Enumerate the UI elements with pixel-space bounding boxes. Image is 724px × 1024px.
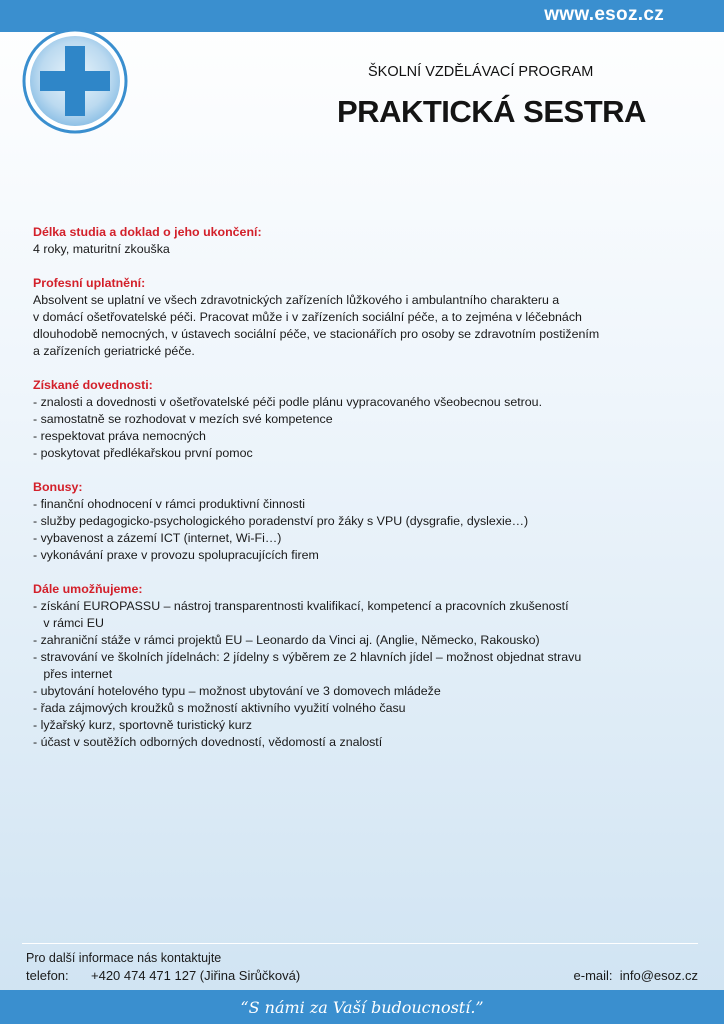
section-employment — [33, 275, 643, 360]
list-item: přes internet — [33, 667, 113, 681]
section-line: v domácí ošetřovatelské péči. Pracovat může i v zařízeních sociální péče, a to zejména v léčebnách — [33, 310, 582, 324]
footer-divider — [22, 943, 698, 944]
phone-value[interactable]: +420 474 471 127 (Jiřina Sirůčková) — [91, 968, 301, 983]
list-item: - řada zájmových kroužků s možností aktivního využití volného času — [33, 701, 406, 715]
medical-cross-icon — [22, 28, 128, 134]
list-item: - finanční ohodnocení v rámci produktivní činnosti — [33, 497, 306, 511]
program-subtitle: ŠKOLNÍ VZDĚLÁVACÍ PROGRAM — [368, 64, 594, 80]
section-line: a zařízeních geriatrické péče. — [33, 344, 195, 358]
list-item: - ubytování hotelového typu – možnost ubytování ve 3 domovech mládeže — [33, 684, 441, 698]
list-item: - účast v soutěžích odborných dovedností, vědomostí a znalostí — [33, 735, 383, 749]
phone-label: telefon: — [26, 968, 69, 983]
section-further-options — [33, 581, 643, 751]
section-heading: Získané dovednosti: — [33, 378, 153, 392]
list-item: - samostatně se rozhodovat v mezích své kompetence — [33, 412, 333, 426]
section-skills — [33, 377, 643, 462]
list-item: - vybavenost a zázemí ICT (internet, Wi-Fi…) — [33, 531, 282, 545]
list-item: - stravování ve školních jídelnách: 2 jídelny s výběrem ze 2 hlavních jídel – možnost objednat stravu — [33, 650, 582, 664]
contact-heading: Pro další informace nás kontaktujte — [26, 951, 222, 965]
contact-phone — [26, 968, 300, 983]
list-item: - služby pedagogicko-psychologického poradenství pro žáky s VPU (dysgrafie, dyslexie…) — [33, 514, 529, 528]
list-item: - zahraniční stáže v rámci projektů EU – Leonardo da Vinci aj. (Anglie, Německo, Rakousko) — [33, 633, 540, 647]
list-item: v rámci EU — [33, 616, 104, 630]
section-bonuses — [33, 479, 643, 564]
section-line: 4 roky, maturitní zkouška — [33, 242, 170, 256]
list-item: - lyžařský kurz, sportovně turistický kurz — [33, 718, 252, 732]
list-item: - získání EUROPASSU – nástroj transparentnosti kvalifikací, kompetencí a pracovních zkušeností — [33, 599, 569, 613]
list-item: - poskytovat předlékařskou první pomoc — [33, 446, 253, 460]
list-item: - vykonávání praxe v provozu spolupracujících firem — [33, 548, 319, 562]
site-url[interactable]: www.esoz.cz — [544, 4, 664, 25]
email-label: e-mail: — [573, 968, 613, 983]
section-study-length — [33, 224, 643, 258]
email-value[interactable]: info@esoz.cz — [619, 968, 698, 983]
list-item: - znalosti a dovednosti v ošetřovatelské péči podle plánu vypracovaného všeobecnou setrou. — [33, 395, 543, 409]
section-heading: Délka studia a doklad o jeho ukončení: — [33, 225, 262, 239]
contact-email — [574, 968, 698, 983]
list-item: - respektovat práva nemocných — [33, 429, 206, 443]
section-line: Absolvent se uplatní ve všech zdravotnických zařízeních lůžkového i ambulantního charakteru a — [33, 293, 560, 307]
main-content — [33, 224, 643, 768]
section-heading: Dále umožňujeme: — [33, 582, 143, 596]
section-heading: Profesní uplatnění: — [33, 276, 146, 290]
section-line: dlouhodobě nemocných, v ústavech sociální péče, ve stacionářích pro osoby se zdravotním postižením — [33, 327, 600, 341]
page-title: PRAKTICKÁ SESTRA — [337, 94, 646, 129]
slogan: “S námi za Vaší budoucností.” — [240, 998, 484, 1017]
section-heading: Bonusy: — [33, 480, 83, 494]
